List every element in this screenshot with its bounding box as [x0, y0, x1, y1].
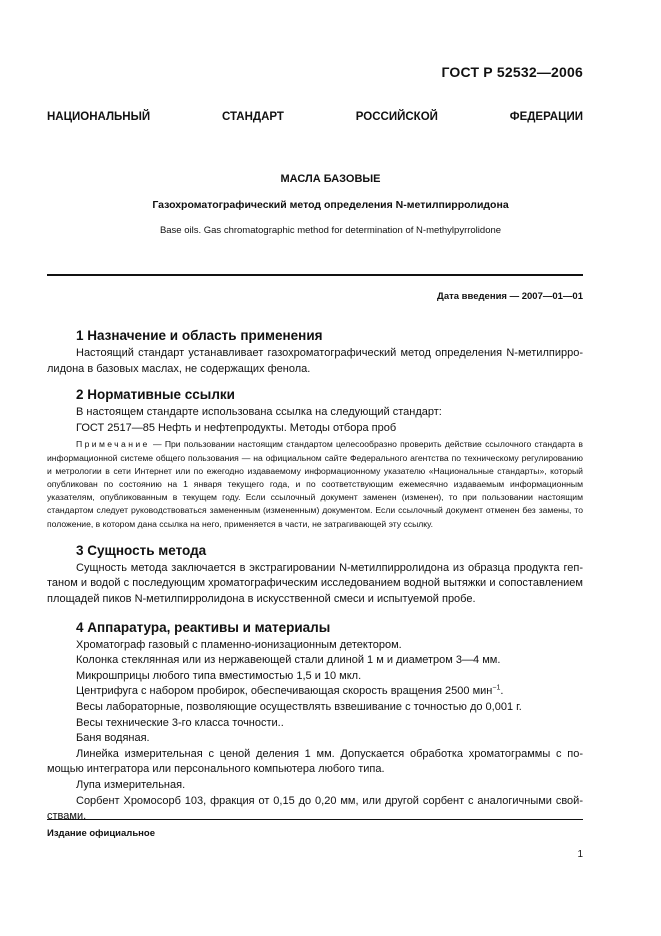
document-body: [47, 326, 583, 829]
document-code: ГОСТ Р 52532—2006: [441, 64, 583, 80]
header-divider: [47, 274, 583, 276]
document-title: МАСЛА БАЗОВЫЕ: [280, 173, 381, 185]
section-scope: [47, 326, 583, 377]
reference-note: [47, 438, 583, 530]
section-references: [47, 385, 583, 531]
list-item: Колонка стеклянная или из нержавеющей стали длиной 1 м и диаметром 3—4 мм.: [76, 654, 501, 667]
edition-label: Издание официальное: [47, 828, 155, 839]
section-text: Настоящий стандарт устанавливает газохроматографический метод определения N-метилпирролидона в базовых маслах, не содержащих фенола.: [47, 347, 583, 375]
introduction-date: Дата введения — 2007—01—01: [437, 291, 583, 302]
list-item: Весы технические 3-го класса точности..: [76, 716, 284, 729]
section-method-essence: [47, 541, 583, 608]
list-item: Сорбент Хромосорб 103, фракция от 0,15 до 0,20 мм, или другой сорбент с аналогичными свойствами.: [47, 794, 583, 823]
footer-divider: [47, 819, 583, 820]
section-apparatus: [47, 618, 583, 825]
section-text: Сущность метода заключается в экстрагировании N-метилпирролидона из образца продукта гептаном и водой с последующим хроматографическим исследованием водной вытяжки и сопоставлением площадей пиков N-метилпирролидона в искусственной смеси и испытуемой пробе.: [47, 561, 583, 605]
list-item-text: Центрифуга с набором пробирок, обеспечивающая скорость вращения 2500 мин: [76, 685, 493, 698]
section-heading: 2 Нормативные ссылки: [76, 387, 235, 403]
note-label: Примечание: [76, 439, 150, 450]
list-item: Хроматограф газовый с пламенно-ионизационным детектором.: [76, 638, 402, 651]
list-item: Весы лабораторные, позволяющие осуществлять взвешивание с точностью до 0,001 г.: [76, 700, 522, 713]
list-item-centrifuge: [47, 684, 583, 700]
section-text: В настоящем стандарте использована ссылка на следующий стандарт:: [76, 406, 442, 419]
list-item: Микрошприцы любого типа вместимостью 1,5 и 10 мкл.: [76, 669, 362, 682]
national-standard-banner: НАЦИОНАЛЬНЫЙ СТАНДАРТ РОССИЙСКОЙ ФЕДЕРАЦИИ: [47, 111, 583, 123]
list-item: Лупа измерительная.: [76, 778, 186, 791]
document-subtitle: Газохроматографический метод определения N-метилпирролидона: [152, 199, 509, 211]
reference-entry: ГОСТ 2517—85 Нефть и нефтепродукты. Методы отбора проб: [76, 421, 397, 434]
section-heading: 1 Назначение и область применения: [76, 328, 323, 343]
list-item: Баня водяная.: [76, 732, 150, 745]
page-number: 1: [577, 849, 583, 860]
section-heading: 3 Сущность метода: [76, 542, 207, 558]
list-item: Линейка измерительная с ценой деления 1 мм. Допускается обработка хроматограммы с помощью интегратора или персонального компьютера любого типа.: [47, 747, 583, 776]
note-text: — При пользовании настоящим стандартом целесообразно проверить действие ссылочного стандарта в информационной системе общего пользования — на официальном сайте Федерального агентства по техническому регулированию и метрологии в сети Интернет или по ежегодно издаваемому информационному указателю «Национальные стандарты», который опубликован по состоянию на 1 января текущего года, и по соответствующим ежемесячно издаваемым информационным указателям, опубликованным в текущем году. Если ссылочный документ заменен (изменен), то при пользовании настоящим стандартом следует руководствоваться замененным (измененным) документом. Если ссылочный документ отменен без замены, то положение, в котором дана ссылка на него, применяется в части, не затрагивающей эту ссылку.: [47, 439, 583, 529]
section-heading: 4 Аппаратура, реактивы и материалы: [76, 619, 331, 635]
unit-superscript: −1: [492, 684, 501, 692]
document-title-english: Base oils. Gas chromatographic method for determination of N-methylpyrrolidone: [159, 225, 502, 236]
list-item-tail: .: [500, 685, 504, 698]
